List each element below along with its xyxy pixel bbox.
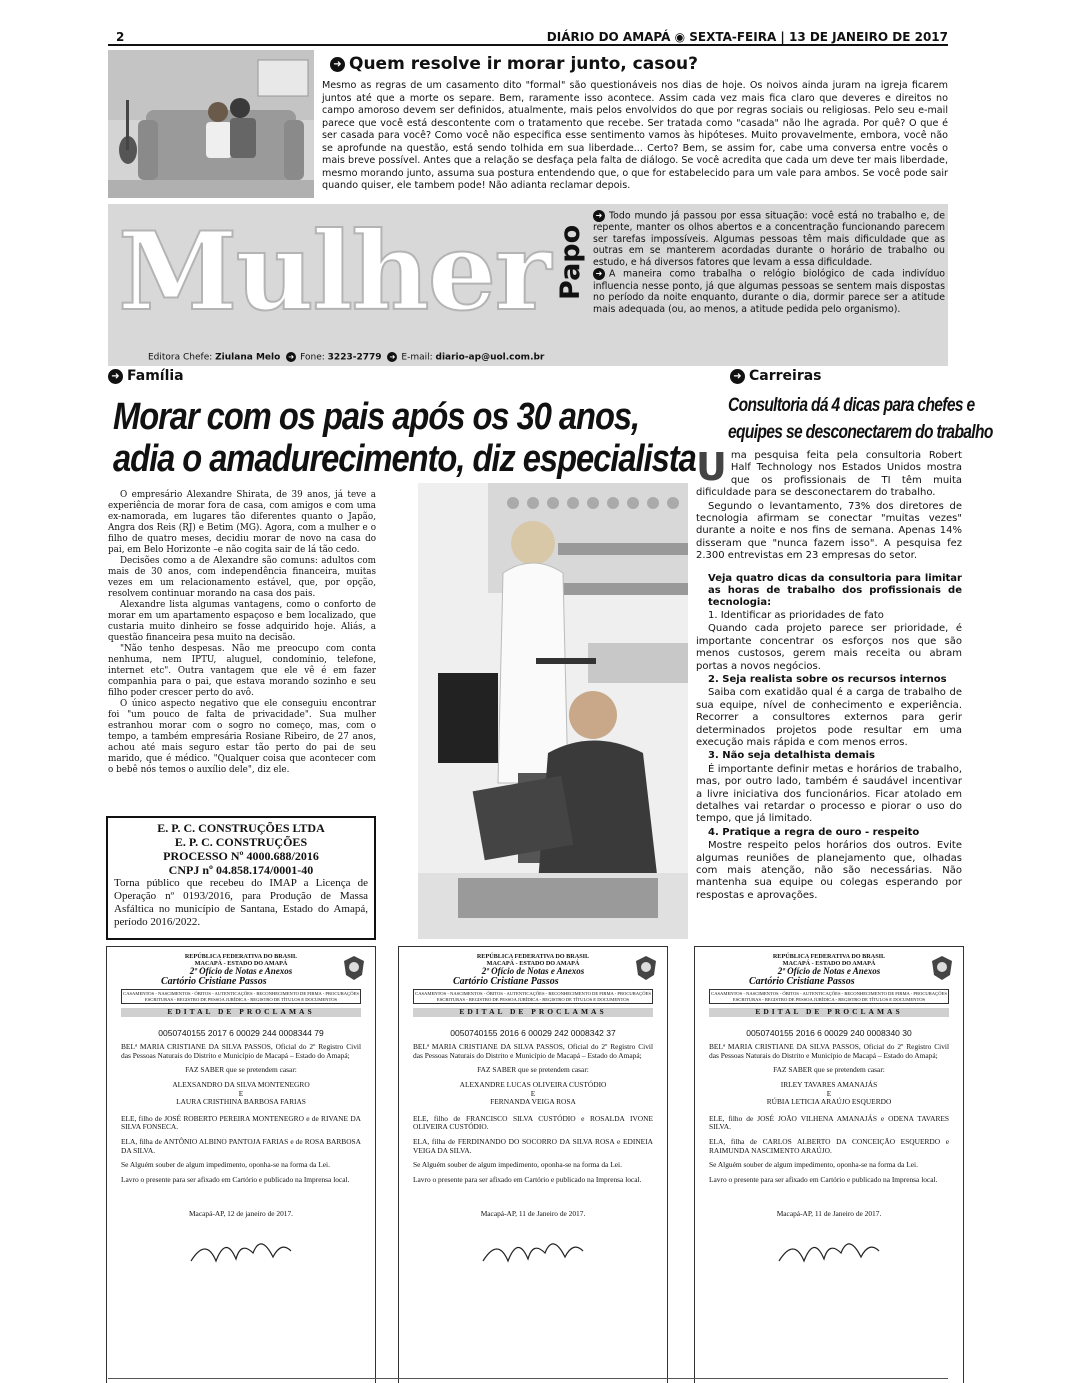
- section-familia: ➜ Família: [108, 368, 184, 384]
- signature: [473, 1227, 593, 1271]
- papo-column: ➜ Todo mundo já passou por essa situação: você está no trabalho e, de repente, manter os olhos abertos e a concentração funcionando parecem ser tarefas impossíveis. Algumas pessoas têm mais dificuldade que as outras em se manterem acordadas durante o horário de trabalho ou estudo, e há diversos fatores que levam a essa dificuldade. ➜ A maneira como trabalha o relógio biológico de cada indivíduo influencia nesse ponto, já que algumas pessoas se sentem mais dispostas no período da noite enquanto, durante o dia, dormir parece ser a atitude mais adequada (ou, ao menos, a atitude pedida pelo organismo).: [593, 210, 945, 315]
- epc-notice: E. P. C. CONSTRUÇÕES LTDA E. P. C. CONSTRUÇÕES PROCESSO Nº 4000.688/2016 CNPJ nº 04.858.174/0001-40 Torna público que recebeu do IMAP a Licença de Operação nº 0193/2016, para Produção de Massa Asfáltica no município de Santana, Estado do Amapá, período 2016/2022.: [106, 816, 376, 940]
- top-story-title: ➜ Quem resolve ir morar junto, casou?: [330, 54, 698, 74]
- familia-headline: Morar com os pais após os 30 anos, adia o amadurecimento, diz especialista: [113, 396, 696, 480]
- arrow-icon: ➜: [593, 210, 605, 222]
- arrow-icon: ➜: [593, 268, 605, 280]
- page-header: [108, 26, 948, 46]
- arrow-icon: ➜: [387, 352, 397, 362]
- section-title: Mulher: [118, 209, 550, 335]
- carreiras-headline: Consultoria dá 4 dicas para chefes e equipes se desconectarem do trabalho: [728, 395, 993, 443]
- signature: [769, 1227, 889, 1271]
- signature: [181, 1227, 301, 1271]
- arrow-icon: ➜: [730, 369, 745, 384]
- familia-article: O empresário Alexandre Shirata, de 39 anos, já teve a experiência de morar fora de casa, com amigos e com uma ex-namorada, em lugares tão diferentes quanto o Japão, Angra dos Reis (RJ) e Betim (MG). Agora, com a mulher e o filho de quatro meses, decidiu morar de novo na casa do pai, em Belo Horizonte –e não cogita sair de lá tão cedo. Decisões como a de Alexandre são comuns: adultos com mais de 30 anos, com independência financeira, muitas vezes em um relacionamento estável, que, por opção, resolvem continuar morando na casa dos pais. Alexandre lista algumas vantagens, como o conforto de morar em um apartamento espaçoso e bem localizado, que custaria muito dinheiro se fosse adquirido hoje. Aliás, a questão financeira pesa muito na decisão. "Não tenho despesas. Não me preocupo com conta nenhuma, nem IPTU, aluguel, condomínio, telefone, internet etc". Outra vantagem que ele vê é em fazer companhia para o pai, que estava morando sozinho e seu filho poder crescer perto do avô. O único aspecto negativo que ele conseguiu encontrar foi "um pouco de falta de privacidade". Sua mulher estranhou morar com o sogro no começo, mas, com o tempo, a também empresária Rosiane Ribeiro, de 27 anos, achou até mais seguro estar tão perto do pai de seu marido, que é médico. "Qualquer coisa que acontecer com o bebê nós temos o auxílio dele", diz ele.: [108, 490, 376, 775]
- editora-line: Editora Chefe: Ziulana Melo ➜ Fone: 3223-2779 ➜ E-mail: diario-ap@uol.com.br: [148, 352, 545, 363]
- proclamas-notice: REPÚBLICA FEDERATIVA DO BRASIL MACAPÁ - ESTADO DO AMAPÁ 2º Ofício de Notas e Anexos Cartório Cristiane Passos CASAMENTOS - NASCIMENTOS - ÓBITOS - AUTENTICAÇÕES - RECONHECIMENTO DE FIRMA - PROCURAÇÕES ESCRITURAS - REGISTRO DE PESSOA JURÍDICA - REGISTRO DE TÍTULOS E DOCUMENTOS EDITAL DE PROCLAMAS 0050740155 2016 6 00029 240 0008340 30 BELª MARIA CRISTIANE DA SILVA PASSOS, Oficial do 2º Registro Civil das Pessoas Naturais do Distrito e Município de Macapá – Estado do Amapá; FAZ SABER que se pretendem casar: IRLEY TAVARES AMANAJÁS E RÚBIA LETICIA ARAÚJO ESQUERDO ELE, filho de JOSÉ JOÃO VILHENA AMANAJÁS e ODENA TAVARES SILVA. ELA, filha de CARLOS ALBERTO DA CONCEIÇÃO ESQUERDO e RAIMUNDA NASCIMENTO ARAÚJO. Se Alguém souber de algum impedimento, oponha-se na forma da Lei. Lavro o presente para ser afixado em Cartório e publicado na Imprensa local. Macapá-AP, 11 de Janeiro de 2017.: [694, 946, 964, 1383]
- arrow-icon: ➜: [286, 352, 296, 362]
- proclamas-notice: REPÚBLICA FEDERATIVA DO BRASIL MACAPÁ - ESTADO DO AMAPÁ 2º Ofício de Notas e Anexos Cartório Cristiane Passos CASAMENTOS - NASCIMENTOS - ÓBITOS - AUTENTICAÇÕES - RECONHECIMENTO DE FIRMA - PROCURAÇÕES ESCRITURAS - REGISTRO DE PESSOA JURÍDICA - REGISTRO DE TÍTULOS E DOCUMENTOS EDITAL DE PROCLAMAS 0050740155 2016 6 00029 242 0008342 37 BELª MARIA CRISTIANE DA SILVA PASSOS, Oficial do 2º Registro Civil das Pessoas Naturais do Distrito e Município de Macapá – Estado do Amapá; FAZ SABER que se pretendem casar: ALEXANDRE LUCAS OLIVEIRA CUSTÓDIO E FERNANDA VEIGA ROSA ELE, filho de FRANCISCO SILVA CUSTÓDIO e ROSALDA IVONE OLIVEIRA CUSTÓDIO. ELA, filha de FERDINANDO DO SOCORRO DA SILVA ROSA e EDINEIA VEIGA DA SILVA. Se Alguém souber de algum impedimento, oponha-se na forma da Lei. Lavro o presente para ser afixado em Cartório e publicado na Imprensa local. Macapá-AP, 11 de Janeiro de 2017.: [398, 946, 668, 1383]
- arrow-icon: ➜: [108, 369, 123, 384]
- coat-of-arms-icon: [343, 955, 365, 981]
- couple-photo: [108, 50, 314, 198]
- page-number: 2: [116, 30, 125, 44]
- carreiras-article: Uma pesquisa feita pela consultoria Robert Half Technology nos Estados Unidos mostra que os profissionais de TI têm muita dificuldade para se desconectarem do trabalho. Segundo o levantamento, 73% dos diretores de tecnologia afirmam se conectar "muitas vezes" durante a noite e nos fins de semana. Apenas 14% disseram que "nunca fazem isso". A pesquisa fez 2.300 entrevistas em 23 empresas do setor. Veja quatro dicas da consultoria para limitar as horas de trabalho dos profissionais de tecnologia: 1. Identificar as prioridades de fato Quando cada projeto parece ser prioridade, é importante concentrar os esforços nos que são menos custosos, gerem mais receita ou abram portas a novos negócios. 2. Seja realista sobre os recursos internos Saiba com exatidão qual é a carga de trabalho de sua equipe, nível de conhecimento e experiência. Recorrer a consultores externos para gerir determinados projetos pode resultar em uma execução mais rápida e com menos erros. 3. Não seja detalhista demais É importante definir metas e horários de trabalho, mas, por outro lado, também é saudável incentivar a livre iniciativa dos funcionários. Ficar atolado em detalhes vai retardar o processo e piorar o uso do tempo, que já limitado. 4. Pratique a regra de ouro - respeito Mostre respeito pelos horários dos outros. Evite algumas reuniões de planejamento que, olhadas com mais atenção, não são necessárias. Não mantenha sua equipe ou colegas esperando por respostas e aprovações.: [696, 445, 962, 901]
- top-story-body: Mesmo as regras de um casamento dito "formal" são questionáveis nos dias de hoje. Os noivos ainda juram na igreja ficarem juntos até que a morte os separe. Bem, raramente isso acontece. Assim cada vez mais fica claro que deveres e direitos no campo amoroso devem ser definidos, atualmente, mais pelos envolvidos do que por regras sociais ou religiosas. Pelo seu e-mail parece que você está descontente com o tratamento que recebe. Ser tratada como "casada" não lhe agrada. Por quê? O que é ser casada para você? Como você não especifica esse sentimento vamos às hipóteses. Muito provavelmente, embora, você não se aprofunde na questão, está sendo tolhida em sua liberdade... Certo? Bem, se assim for, cabe uma conversa entre vocês o mais breve possível. Antes que a relação se desfaça pela falta de diálogo. Se você acredita que cada um deve ter mais liberdade, mesmo morando junto, assuma sua postura entendendo que, o que for estabelecido para um vale para ambos. Se você pode sair quando quiser, ele tambem pode! Não adianta reclamar depois.: [322, 80, 948, 191]
- dropcap: U: [696, 445, 727, 489]
- section-carreiras: ➜ Carreiras: [730, 368, 822, 384]
- family-photo: [418, 483, 688, 939]
- coat-of-arms-icon: [635, 955, 657, 981]
- coat-of-arms-icon: [931, 955, 953, 981]
- proclamas-notice: REPÚBLICA FEDERATIVA DO BRASIL MACAPÁ - ESTADO DO AMAPÁ 2º Ofício de Notas e Anexos Cartório Cristiane Passos CASAMENTOS - NASCIMENTOS - ÓBITOS - AUTENTICAÇÕES - RECONHECIMENTO DE FIRMA - PROCURAÇÕES ESCRITURAS - REGISTRO DE PESSOA JURÍDICA - REGISTRO DE TÍTULOS E DOCUMENTOS EDITAL DE PROCLAMAS 0050740155 2017 6 00029 244 0008344 79 BELª MARIA CRISTIANE DA SILVA PASSOS, Oficial do 2º Registro Civil das Pessoas Naturais do Distrito e Município de Macapá – Estado do Amapá; FAZ SABER que se pretendem casar: ALEXSANDRO DA SILVA MONTENEGRO E LAURA CRISTHINA BARBOSA FARIAS ELE, filho de JOSÉ ROBERTO PEREIRA MONTENEGRO e de RIVANE DA SILVA FONSECA. ELA, filha de ANTÔNIO ALBINO PANTOJA FARIAS e de ROSA BARBOSA DA SILVA. Se Alguém souber de algum impedimento, oponha-se na forma da Lei. Lavro o presente para ser afixado em Cartório e publicado na Imprensa local. Macapá-AP, 12 de janeiro de 2017.: [106, 946, 376, 1383]
- page-bottom-rule: [108, 1378, 948, 1379]
- masthead: DIÁRIO DO AMAPÁ ◉ SEXTA-FEIRA | 13 DE JANEIRO DE 2017: [546, 30, 948, 44]
- papo-label: Papo: [555, 224, 586, 300]
- arrow-icon: ➜: [330, 57, 345, 72]
